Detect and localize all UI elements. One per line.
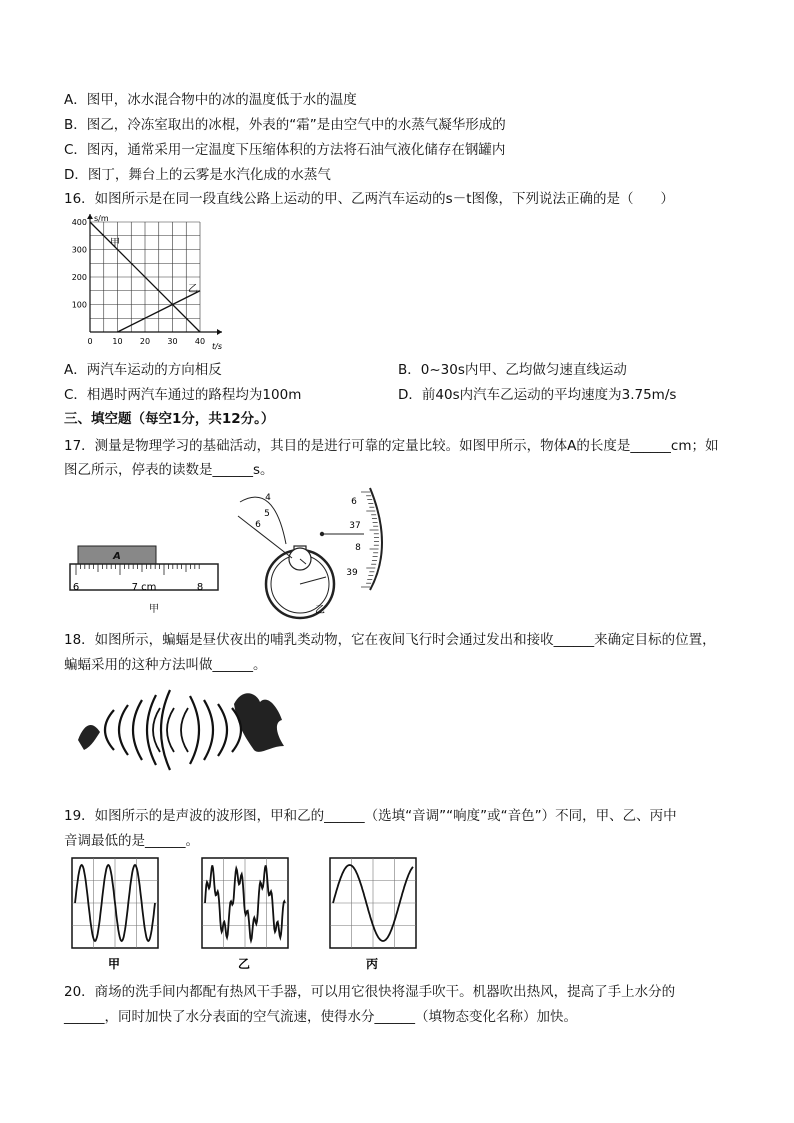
q17-figure	[64, 486, 399, 618]
q20-line2: ______，同时加快了水分表面的空气流速，使得水分______（填物态变化名称）加快。	[64, 1009, 577, 1025]
wave-arc	[167, 708, 174, 752]
small-dial-label-6: 6	[255, 520, 261, 530]
insect-silhouette	[78, 725, 100, 750]
q19-line2: 音调最低的是______。	[64, 833, 199, 849]
q17-line2: 图乙所示，停表的读数是______s。	[64, 462, 274, 478]
large-dial-label-39: 39	[346, 568, 358, 578]
y-axis-arrow	[87, 214, 93, 219]
wave-arc	[204, 700, 213, 760]
large-dial-label-8: 8	[355, 543, 361, 553]
ruler-figure	[70, 546, 218, 615]
section-heading-fill-blank: 三、填空题（每空1分，共12分。）	[64, 411, 275, 427]
q20-line1: 20．商场的洗手间内都配有热风干手器，可以用它很快将湿手吹干。机器吹出热风，提高了手上水分的	[64, 984, 676, 1000]
ruler-label-6: 6	[72, 582, 80, 593]
q15-option-c: C．图丙，通常采用一定温度下压缩体积的方法将石油气液化储存在钢罐内	[64, 142, 506, 158]
wave-arc	[133, 700, 142, 760]
bat-silhouette	[234, 693, 284, 752]
q17-line1: 17．测量是物理学习的基础活动，其目的是进行可靠的定量比较。如图甲所示，物体A的长度是______cm；如	[64, 438, 719, 454]
caption-yi-19: 乙	[237, 957, 251, 971]
q15-option-b: B．图乙，冷冻室取出的冰棍，外表的“霜”是由空气中的水蒸气凝华形成的	[64, 117, 506, 133]
bat-echolocation-figure	[70, 680, 292, 780]
small-dial-label-4: 4	[265, 493, 271, 503]
ruler-label-7: 7 cm	[131, 582, 157, 593]
q15-option-a: A．图甲，冰水混合物中的冰的温度低于水的温度	[64, 92, 357, 108]
st-graph	[64, 214, 234, 351]
stopwatch-figure	[238, 488, 382, 618]
q18-line2: 蝙蝠采用的这种方法叫做______。	[64, 657, 267, 673]
object-a-label: A	[113, 551, 121, 562]
wave-arc	[190, 696, 199, 764]
wave-arc	[181, 708, 188, 752]
series-label: 甲	[110, 238, 120, 249]
st-chart-area	[72, 214, 222, 351]
wave-arc	[153, 708, 160, 752]
y-tick-label: 300	[71, 245, 87, 255]
x-axis-arrow	[217, 329, 222, 335]
series-label: 乙	[188, 283, 198, 295]
ruler-label-8: 8	[196, 582, 204, 593]
x-tick-label: 30	[167, 337, 178, 346]
x-tick-label: 0	[87, 337, 93, 346]
caption-jia-17: 甲	[149, 604, 159, 615]
sound-wave-arcs	[105, 690, 241, 770]
q19-line1: 19．如图所示的是声波的波形图，甲和乙的______（选填“音调”“响度”或“音色”）不同，甲、乙、丙中	[64, 808, 677, 824]
caption-jia-19: 甲	[107, 957, 121, 971]
large-dial-label-37: 37	[349, 521, 361, 531]
x-tick-label: 40	[194, 337, 206, 346]
q16-option-b: B．0~30s内甲、乙均做匀速直线运动	[398, 362, 627, 378]
small-dial-enlarged-pointer	[238, 516, 292, 558]
y-tick-label: 200	[71, 273, 87, 282]
waveform-panels	[72, 858, 416, 948]
q18-line1: 18．如图所示，蝙蝠是昼伏夜出的哺乳类动物，它在夜间飞行时会通过发出和接收______来确定目标的位置，	[64, 632, 716, 648]
x-tick-label: 10	[112, 337, 123, 346]
waveform-figure	[68, 856, 420, 974]
small-dial-enlarged-arc	[240, 497, 286, 544]
wave-arc	[161, 690, 170, 770]
wave-arc	[105, 710, 114, 750]
y-tick-label: 400	[71, 218, 87, 227]
q16-option-c: C．相遇时两汽车通过的路程均为100m	[64, 387, 302, 403]
q15-option-d: D．图丁，舞台上的云雾是水汽化成的水蒸气	[64, 167, 331, 183]
wave-arc	[119, 705, 128, 755]
q16-option-a: A．两汽车运动的方向相反	[64, 362, 222, 378]
large-dial-leader-dot	[320, 532, 324, 536]
q16-stem: 16．如图所示是在同一段直线公路上运动的甲、乙两汽车运动的s－t图像，下列说法正确的是（ ）	[64, 191, 675, 207]
q16-option-d: D．前40s内汽车乙运动的平均速度为3.75m/s	[398, 387, 677, 403]
caption-yi-17: 乙	[315, 605, 325, 616]
caption-bing-19: 丙	[365, 957, 379, 971]
y-axis-label: s/m	[94, 214, 109, 223]
small-dial-label-5: 5	[264, 509, 270, 519]
x-tick-label: 20	[139, 337, 151, 346]
y-tick-label: 100	[71, 300, 87, 310]
x-axis-label: t/s	[212, 342, 222, 351]
large-dial-label-6: 6	[351, 497, 357, 507]
wave-arc	[147, 695, 156, 765]
wave-arc	[218, 704, 227, 756]
